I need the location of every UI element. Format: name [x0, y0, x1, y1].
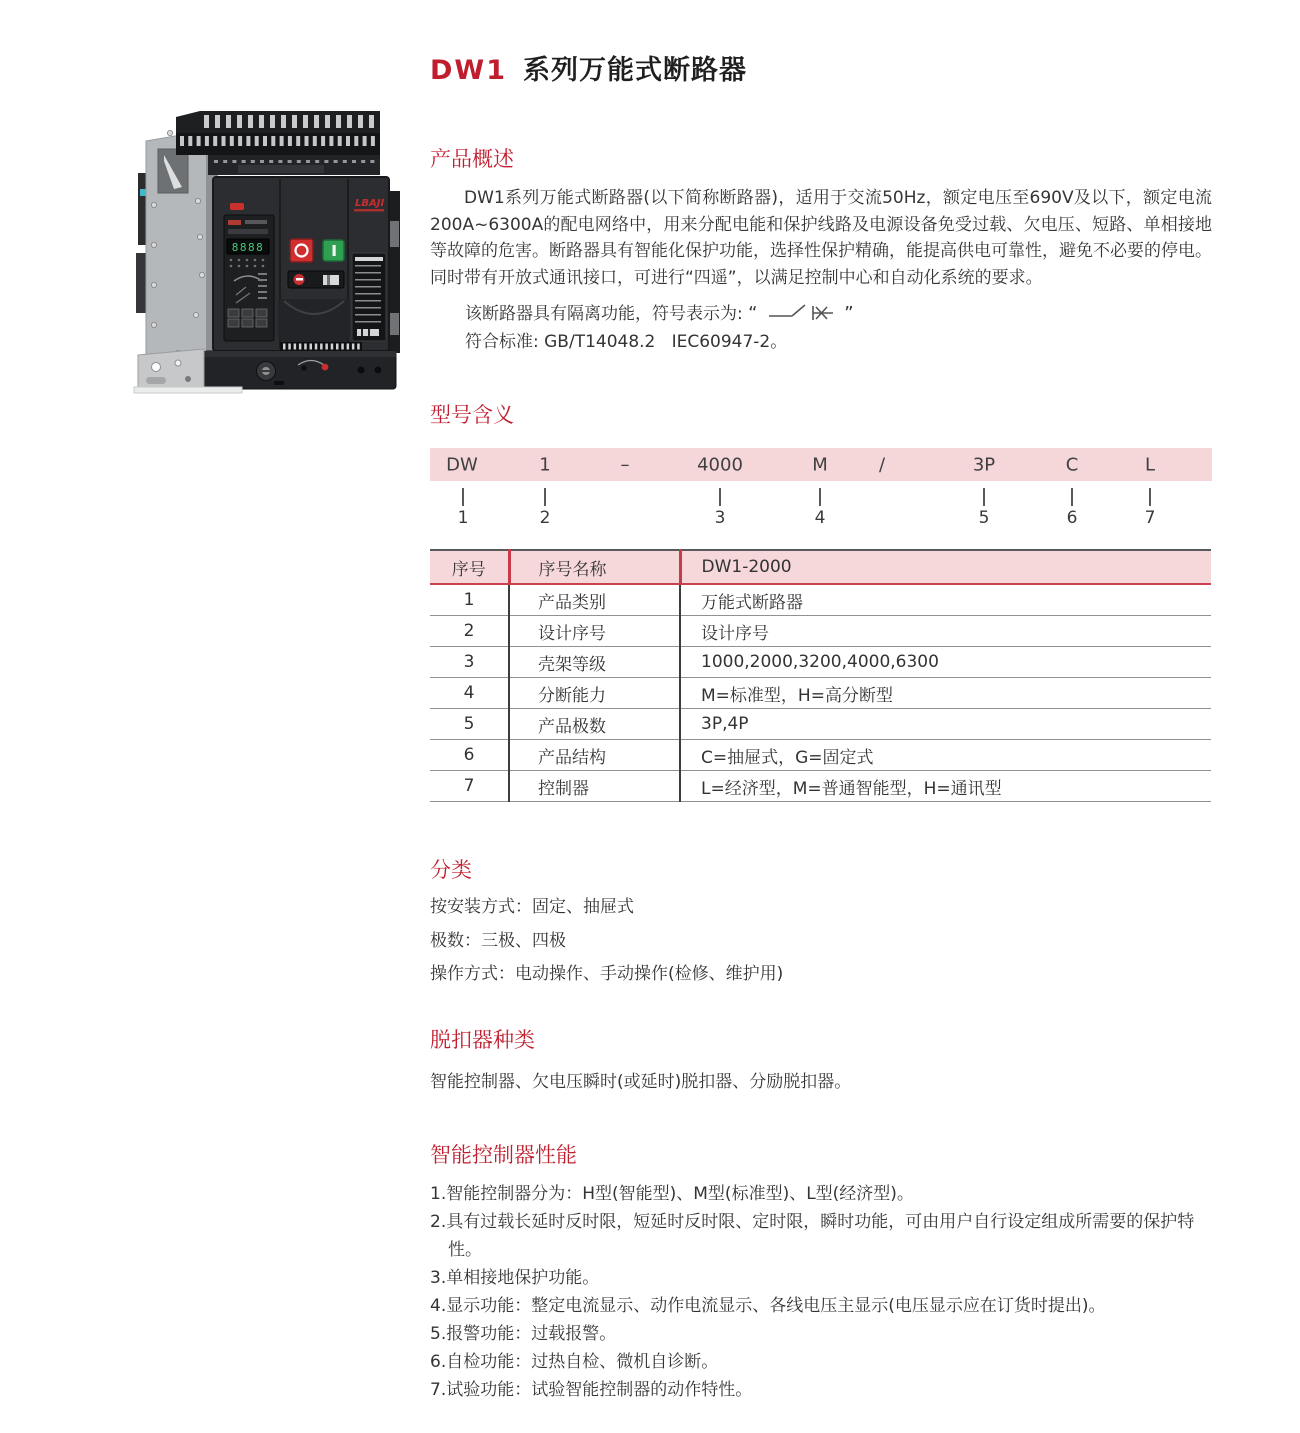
- marker-tick: [544, 488, 546, 506]
- controller-badge: [228, 220, 241, 225]
- marker-number: 7: [1144, 508, 1156, 528]
- marker-tick: [719, 488, 721, 506]
- label-barcode-slit2: [368, 329, 370, 336]
- marker-tick: [819, 488, 821, 506]
- performance-item: 2.具有过载长延时反时限，短延时反时限、定时限，瞬时功能，可由用户自行设定组成所需要的保护特性。: [430, 1212, 1195, 1260]
- status-indicator: [230, 203, 244, 210]
- table-header-cell: DW1-2000: [680, 550, 1211, 584]
- controller-label-line: [245, 220, 267, 224]
- table-cell: 2: [430, 616, 509, 647]
- controller-label-line2: [228, 229, 268, 234]
- on-button-i-glyph: [333, 245, 336, 256]
- symbol-prefix: 该断路器具有隔离功能，符号表示为:: [465, 304, 743, 324]
- marker-tick: [1071, 488, 1073, 506]
- model-token: –: [620, 454, 630, 475]
- handle-slot: [274, 381, 284, 385]
- model-token: DW: [446, 454, 478, 475]
- off-button: [290, 239, 313, 262]
- barcode-marks: [283, 344, 360, 350]
- marker-number: 1: [457, 508, 469, 528]
- model-token: 4000: [697, 454, 743, 475]
- controller-performance-heading: 智能控制器性能: [430, 1143, 577, 1167]
- trip-units-heading: 脱扣器种类: [430, 1028, 535, 1052]
- table-row: [430, 678, 1211, 709]
- flange-hole1: [152, 363, 161, 372]
- table-row: [430, 647, 1211, 678]
- classification-lines: [430, 891, 783, 992]
- trip-units-line: 智能控制器、欠电压瞬时(或延时)脱扣器、分励脱扣器。: [430, 1072, 852, 1092]
- marker-number: 2: [539, 508, 551, 528]
- table-row: [430, 709, 1211, 740]
- marker-tick: [1149, 488, 1151, 506]
- marker-number: 6: [1066, 508, 1078, 528]
- isolation-symbol-line: [430, 301, 1212, 327]
- table-header-cell: 序号名称: [509, 550, 680, 584]
- marker-tick: [983, 488, 985, 506]
- side-latch-upper: [390, 221, 399, 247]
- performance-item: 3.单相接地保护功能。: [430, 1268, 600, 1288]
- marker-number: 4: [814, 508, 826, 528]
- display-digits: 8888: [231, 241, 265, 254]
- base-hole1: [358, 367, 365, 374]
- state-window-slit: [327, 275, 330, 285]
- marker-tick: [462, 488, 464, 506]
- model-token: /: [878, 454, 886, 475]
- model-token: 1: [539, 454, 551, 475]
- model-markers: [430, 481, 1212, 539]
- model-table-head-row: [430, 550, 1211, 584]
- state-window: [323, 275, 339, 285]
- marker-number: 5: [978, 508, 990, 528]
- position-dot-black: [301, 365, 306, 370]
- standards-line: 符合标准: GB/T14048.2 IEC60947-2。: [465, 332, 788, 352]
- model-meaning-heading: 型号含义: [430, 403, 514, 427]
- model-code-band: [430, 448, 1212, 481]
- table-cell: L=经济型，M=普通智能型，H=通讯型: [680, 771, 1211, 802]
- performance-item: 4.显示功能：整定电流显示、动作电流显示、各线电压主显示(电压显示应在订货时提出)。: [430, 1296, 1106, 1316]
- flange-screw: [185, 376, 191, 382]
- table-cell: 7: [430, 771, 509, 802]
- model-token: L: [1144, 454, 1156, 475]
- model-token: M: [812, 454, 828, 475]
- side-latch-lower: [390, 313, 399, 335]
- performance-item: 5.报警功能：过载报警。: [430, 1324, 617, 1344]
- title-product-name: 系列万能式断路器: [522, 55, 747, 86]
- table-cell: 5: [430, 709, 509, 740]
- overview-heading: 产品概述: [430, 147, 514, 171]
- classification-line: 极数：三极、四极: [430, 930, 566, 951]
- table-cell: 壳架等级: [509, 647, 680, 678]
- model-table-body: [430, 584, 1211, 802]
- table-cell: 1000,2000,3200,4000,6300: [680, 647, 1211, 678]
- performance-item: 6.自检功能：过热自检、微机自诊断。: [430, 1352, 719, 1372]
- table-row: [430, 584, 1211, 616]
- table-cell: 设计序号: [680, 616, 1211, 647]
- table-header-cell: 序号: [430, 550, 509, 584]
- terminal-substrip: [238, 165, 324, 173]
- model-token: 3P: [972, 454, 996, 475]
- label-title-line: [355, 257, 383, 261]
- table-cell: 分断能力: [509, 678, 680, 709]
- flange-slot: [146, 377, 166, 384]
- base-plate: [134, 387, 242, 393]
- table-cell: 6: [430, 740, 509, 771]
- isolation-symbol-icon: [767, 301, 835, 323]
- table-cell: 4: [430, 678, 509, 709]
- controller-performance-list: [430, 1180, 1216, 1404]
- classification-line: 按安装方式：固定、抽屉式: [430, 897, 634, 917]
- table-row: [430, 771, 1211, 802]
- marker-number: 3: [714, 508, 726, 528]
- brand-underline: [354, 209, 384, 212]
- performance-item: 1.智能控制器分为：H型(智能型)、M型(标准型)、L型(经济型)。: [430, 1184, 914, 1204]
- classification-heading: 分类: [430, 858, 472, 882]
- table-cell: 1: [430, 584, 509, 616]
- model-token: C: [1065, 454, 1079, 475]
- table-cell: 产品极数: [509, 709, 680, 740]
- table-cell: 产品类别: [509, 584, 680, 616]
- product-photo: [118, 103, 420, 395]
- table-row: [430, 740, 1211, 771]
- quote-open: “: [748, 303, 758, 324]
- table-cell: 控制器: [509, 771, 680, 802]
- page-title: [430, 48, 747, 87]
- model-table: [430, 549, 1211, 802]
- classification-line: 操作方式：电动操作、手动操作(检修、维护用): [430, 964, 784, 984]
- table-row: [430, 616, 1211, 647]
- bottom-base-edge: [204, 351, 396, 357]
- breaker-illustration: [118, 103, 420, 395]
- label-barcode-slit1: [361, 329, 363, 336]
- flange-hole2: [175, 360, 181, 366]
- base-hole2: [375, 367, 382, 374]
- performance-item: 7.试验功能：试验智能控制器的动作特性。: [430, 1380, 753, 1400]
- quote-close: ”: [844, 303, 854, 324]
- table-cell: 设计序号: [509, 616, 680, 647]
- table-cell: 3P,4P: [680, 709, 1211, 740]
- table-cell: 产品结构: [509, 740, 680, 771]
- title-model-code: DW1: [430, 55, 507, 86]
- spring-symbol-bar: [296, 278, 303, 281]
- table-cell: M=标准型，H=高分断型: [680, 678, 1211, 709]
- brand-logo: LBAJI: [355, 198, 385, 209]
- table-cell: C=抽屉式，G=固定式: [680, 740, 1211, 771]
- overview-paragraph: DW1系列万能式断路器(以下简称断路器)，适用于交流50Hz，额定电压至690V及以下，额定电流200A~6300A的配电网络中，用来分配电能和保护线路及电源设备免受过载、欠电压、短路、单相接地等故障的危害。断路器具有智能化保护功能，选择性保护精确，能提高供电可靠性，避免不必要的停电。同时带有开放式通讯接口，可进行“四遥”，以满足控制中心和自动化系统的要求。: [430, 188, 1212, 288]
- table-cell: 万能式断路器: [680, 584, 1211, 616]
- table-cell: 3: [430, 647, 509, 678]
- position-dot-red: [322, 364, 329, 371]
